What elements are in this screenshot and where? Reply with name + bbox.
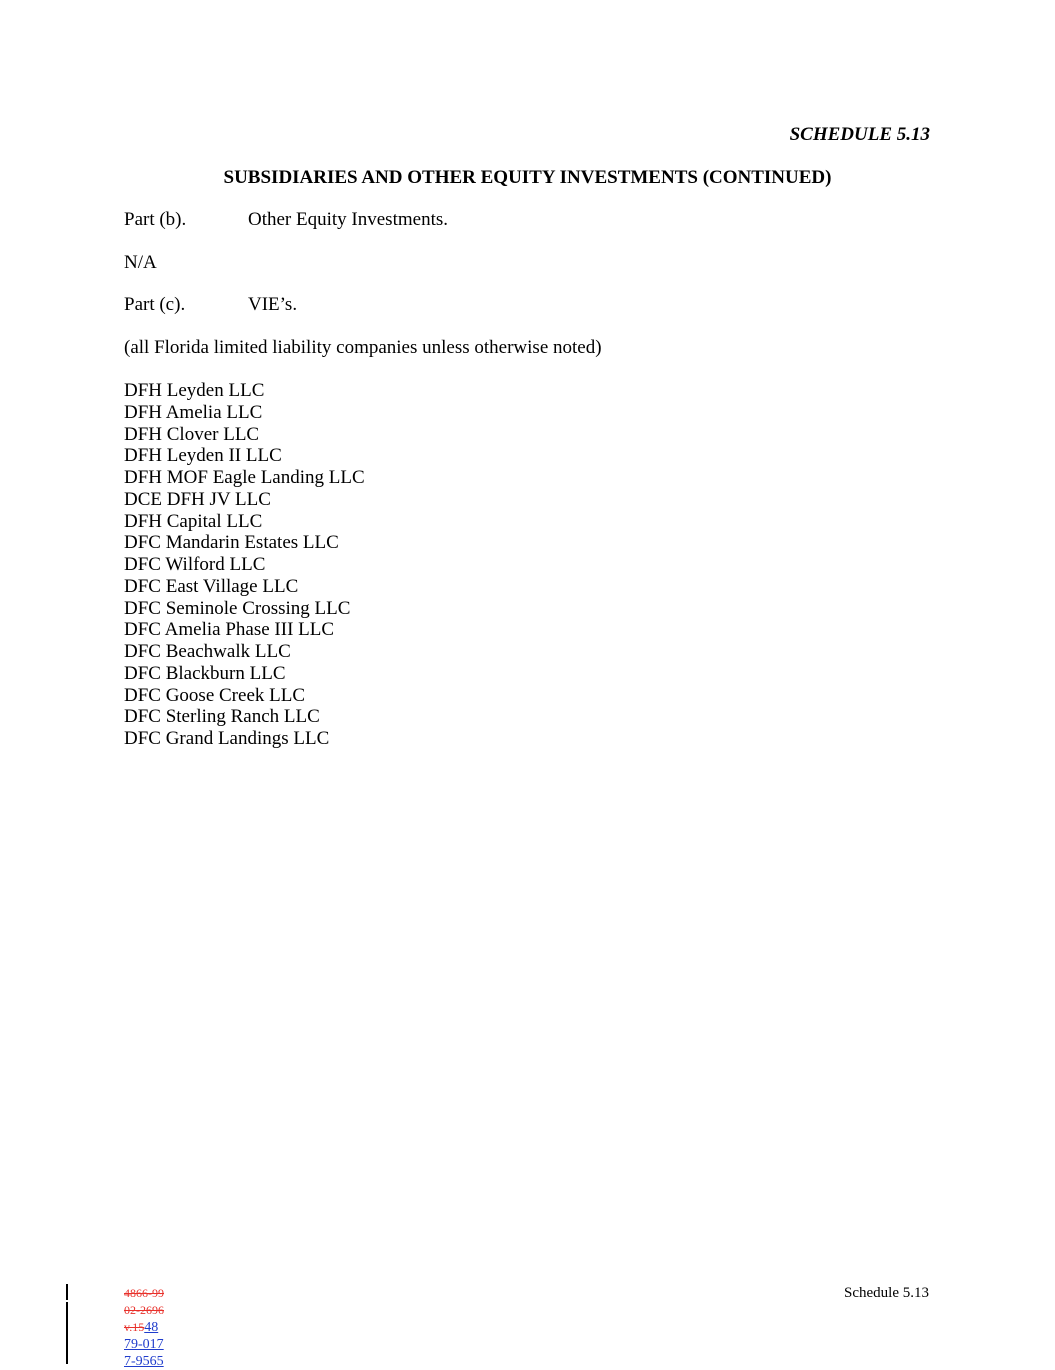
part-c-label: Part (c). <box>124 294 186 315</box>
doc-id-inserted: 7-9565 <box>124 1354 164 1369</box>
list-item: DFC Amelia Phase III LLC <box>124 619 335 641</box>
schedule-heading: SCHEDULE 5.13 <box>789 124 930 145</box>
doc-id-inserted: 79-017 <box>124 1337 164 1352</box>
footer-page-label: Schedule 5.13 <box>844 1285 929 1301</box>
list-item: DCE DFH JV LLC <box>124 488 271 510</box>
list-item: DFC Beachwalk LLC <box>124 641 291 662</box>
doc-id-deleted: v.15 <box>124 1320 145 1334</box>
list-item: DFC Mandarin Estates LLC <box>124 532 339 554</box>
doc-id-deleted: 4866-99 <box>124 1286 164 1300</box>
part-c-note: (all Florida limited liability companies unless otherwise noted) <box>124 337 602 358</box>
list-item: DFH Leyden LLC <box>124 380 265 401</box>
part-b-value: N/A <box>124 252 157 273</box>
list-item: DFH Leyden II LLC <box>124 445 282 467</box>
part-c-row <box>124 294 297 316</box>
list-item: DFH Amelia LLC <box>124 401 263 423</box>
part-b-row <box>124 209 448 231</box>
document-id <box>124 1285 164 1370</box>
list-item: DFC East Village LLC <box>124 575 299 597</box>
part-b-text: Other Equity Investments. <box>248 209 448 230</box>
list-item: DFH MOF Eagle Landing LLC <box>124 467 365 488</box>
list-item: DFH Capital LLC <box>124 510 263 532</box>
change-bar <box>66 1302 68 1364</box>
list-item: DFC Wilford LLC <box>124 554 266 575</box>
list-item: DFC Seminole Crossing LLC <box>124 597 351 619</box>
list-item: DFC Grand Landings LLC <box>124 728 330 749</box>
list-item: DFC Sterling Ranch LLC <box>124 706 320 728</box>
list-item: DFC Goose Creek LLC <box>124 684 306 706</box>
part-c-text: VIE’s. <box>248 294 298 315</box>
list-item: DFH Clover LLC <box>124 423 260 445</box>
entity-list <box>124 380 365 750</box>
list-item: DFC Blackburn LLC <box>124 662 286 684</box>
doc-id-inserted: 48 <box>144 1320 159 1335</box>
change-bar <box>66 1284 68 1300</box>
part-b-label: Part (b). <box>124 209 187 230</box>
doc-id-deleted: 02-2696 <box>124 1303 164 1317</box>
page-title: SUBSIDIARIES AND OTHER EQUITY INVESTMENTS (CONTINUED) <box>223 167 832 188</box>
